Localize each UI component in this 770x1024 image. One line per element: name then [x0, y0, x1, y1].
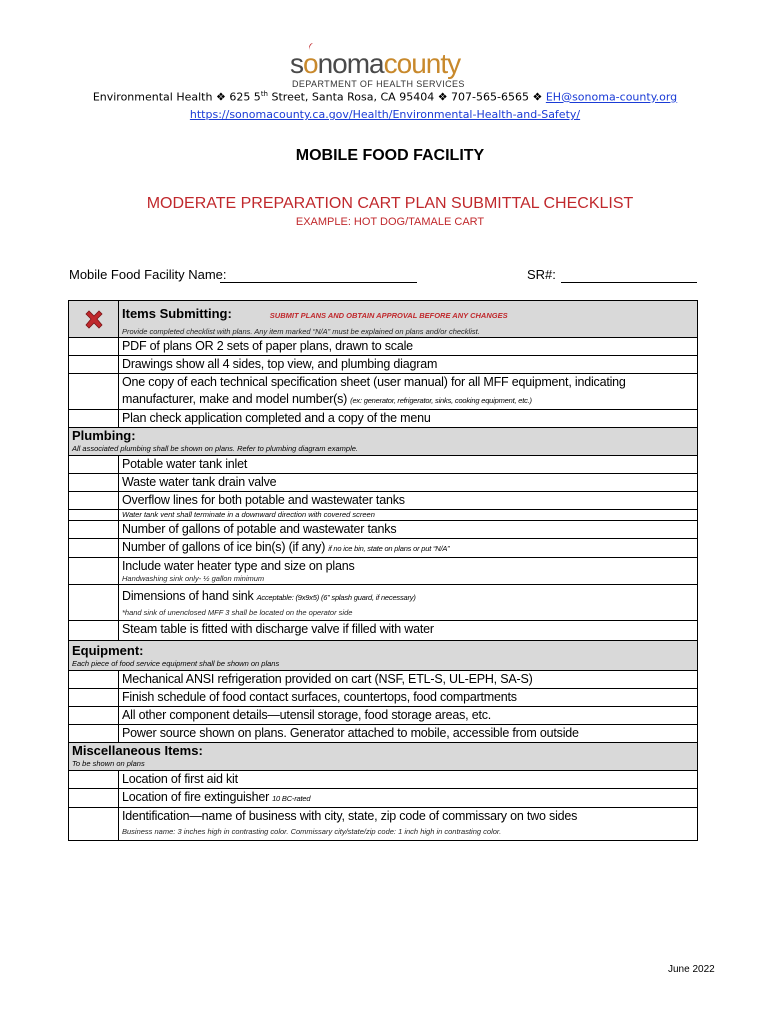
identification-note: Business name: 3 inches high in contrasting color. Commissary city/state/zip code: 1 inch high in contrasting color.	[122, 827, 502, 836]
sonoma-county-logo	[290, 48, 470, 92]
checkbox-cell[interactable]	[69, 585, 119, 621]
website-link[interactable]: https://sonomacounty.ca.gov/Health/Environmental-Health-and-Safety/	[189, 108, 581, 121]
table-row	[69, 374, 698, 410]
items-heading: Items Submitting:	[122, 306, 232, 321]
example-label: EXAMPLE: HOT DOG/TAMALE CART	[295, 216, 485, 228]
checkbox-cell[interactable]	[69, 521, 119, 539]
checklist-item: Overflow lines for both potable and wastewater tanks	[119, 492, 698, 510]
sr-number-label: SR#:	[527, 267, 556, 282]
misc-header-row	[69, 743, 698, 771]
page-title: MOBILE FOOD FACILITY	[295, 147, 485, 164]
checklist-item: Finish schedule of food contact surfaces, countertops, food compartments	[119, 689, 698, 707]
logo-county: county	[383, 48, 461, 79]
plumbing-note: All associated plumbing shall be shown on plans. Refer to plumbing diagram example.	[72, 444, 358, 453]
facility-name-field[interactable]	[220, 282, 417, 283]
checkbox-cell[interactable]	[69, 338, 119, 356]
table-row	[69, 492, 698, 510]
items-header-row	[69, 301, 698, 338]
hand-sink-location-note: *hand sink of unenclosed MFF 3 shall be located on the operator side	[122, 608, 353, 617]
checklist-item	[119, 585, 698, 621]
fire-extinguisher-note: 10 BC-rated	[272, 794, 311, 803]
checklist-item: All other component details—utensil storage, food storage areas, etc.	[119, 707, 698, 725]
checklist-subnote: Water tank vent shall terminate in a downward direction with covered screen	[119, 510, 698, 521]
checklist-item: Potable water tank inlet	[119, 456, 698, 474]
checklist-item	[119, 789, 698, 808]
hand-sink-note: Acceptable: (9x9x5) (6” splash guard, if necessary)	[256, 593, 416, 602]
table-row	[69, 356, 698, 374]
table-row	[69, 808, 698, 841]
logo-wordmark	[290, 48, 460, 80]
plumbing-header-row	[69, 428, 698, 456]
ice-bin-note: if no ice bin, state on plans or put “N/A”	[328, 544, 450, 553]
contact-address-start: Environmental Health ❖ 625 5	[92, 90, 261, 104]
checkbox-cell[interactable]	[69, 410, 119, 428]
checkbox-cell[interactable]	[69, 671, 119, 689]
equipment-heading: Equipment:	[72, 643, 144, 658]
checklist-item	[119, 558, 698, 585]
checklist-item	[119, 808, 698, 841]
ice-bin-text: Number of gallons of ice bin(s) (if any)	[122, 540, 326, 554]
table-row	[69, 585, 698, 621]
equipment-header-cell	[69, 641, 698, 671]
checkbox-cell[interactable]	[69, 789, 119, 808]
checkbox-cell[interactable]	[69, 374, 119, 410]
checkbox-cell[interactable]	[69, 771, 119, 789]
misc-header-cell	[69, 743, 698, 771]
page-subtitle: MODERATE PREPARATION CART PLAN SUBMITTAL CHECKLIST	[146, 195, 634, 212]
footer-date: June 2022	[668, 964, 715, 975]
sr-number-field[interactable]	[561, 282, 697, 283]
checkbox-cell[interactable]	[69, 456, 119, 474]
table-row	[69, 789, 698, 808]
checkbox-cell[interactable]	[69, 558, 119, 585]
table-row	[69, 558, 698, 585]
equipment-note: Each piece of food service equipment shall be shown on plans	[72, 659, 280, 668]
table-row	[69, 456, 698, 474]
table-row	[69, 474, 698, 492]
facility-name-label: Mobile Food Facility Name:	[69, 267, 227, 282]
checkbox-cell[interactable]	[69, 510, 119, 521]
apple-leaf-icon	[304, 42, 314, 52]
checklist-item: Steam table is fitted with discharge valve if filled with water	[119, 621, 698, 641]
logo-apple-o: o	[303, 48, 318, 79]
checklist-item: Plan check application completed and a copy of the menu	[119, 410, 698, 428]
logo-noma: noma	[317, 48, 384, 79]
handwashing-note: Handwashing sink only- ½ gallon minimum	[122, 574, 265, 583]
table-row	[69, 338, 698, 356]
email-link[interactable]: EH@sonoma-county.org	[545, 90, 678, 104]
checkbox-cell[interactable]	[69, 621, 119, 641]
spec-sheet-line-2: manufacturer, make and model number(s)	[122, 392, 348, 406]
checkbox-cell[interactable]	[69, 356, 119, 374]
table-row	[69, 671, 698, 689]
red-x-icon	[83, 309, 105, 331]
table-row	[69, 410, 698, 428]
logo-department: DEPARTMENT OF HEALTH SERVICES	[292, 79, 465, 89]
items-header-cell	[119, 301, 698, 338]
table-row	[69, 510, 698, 521]
checklist-item: Waste water tank drain valve	[119, 474, 698, 492]
logo-letter-s: s	[290, 48, 303, 79]
table-row	[69, 521, 698, 539]
table-row	[69, 621, 698, 641]
checkbox-cell[interactable]	[69, 689, 119, 707]
checkbox-cell[interactable]	[69, 707, 119, 725]
spec-sheet-line-1: One copy of each technical specification sheet (user manual) for all MFF equipment, indicating	[122, 375, 626, 389]
checklist-item: PDF of plans OR 2 sets of paper plans, drawn to scale	[119, 338, 698, 356]
checklist-item: Drawings show all 4 sides, top view, and plumbing diagram	[119, 356, 698, 374]
checkbox-cell[interactable]	[69, 808, 119, 841]
plumbing-header-cell	[69, 428, 698, 456]
table-row	[69, 707, 698, 725]
items-note: Provide completed checklist with plans. Any item marked “N/A” must be explained on plans and/or checklist.	[122, 327, 480, 336]
table-row	[69, 689, 698, 707]
table-row	[69, 771, 698, 789]
checklist-item: Number of gallons of potable and wastewater tanks	[119, 521, 698, 539]
checklist-item	[119, 539, 698, 558]
contact-superscript: th	[260, 90, 268, 98]
identification-text: Identification—name of business with city, state, zip code of commissary on two sides	[122, 809, 578, 823]
header-icon-cell	[69, 301, 119, 338]
checklist-item: Power source shown on plans. Generator attached to mobile, accessible from outside	[119, 725, 698, 743]
table-row	[69, 725, 698, 743]
checklist-item	[119, 374, 698, 410]
misc-note: To be shown on plans	[72, 759, 145, 768]
checkbox-cell[interactable]	[69, 474, 119, 492]
misc-heading: Miscellaneous Items:	[72, 743, 203, 758]
spec-sheet-note: (ex: generator, refrigerator, sinks, cooking equipment, etc.)	[350, 396, 532, 405]
hand-sink-text: Dimensions of hand sink	[122, 589, 254, 603]
plumbing-heading: Plumbing:	[72, 428, 136, 443]
contact-address-end: Street, Santa Rosa, CA 95404 ❖ 707-565-6565 ❖	[268, 90, 546, 104]
checkbox-cell[interactable]	[69, 492, 119, 510]
table-row	[69, 539, 698, 558]
checklist-table	[68, 300, 698, 841]
checklist-item: Mechanical ANSI refrigeration provided on cart (NSF, ETL-S, UL-EPH, SA-S)	[119, 671, 698, 689]
checklist-item: Location of first aid kit	[119, 771, 698, 789]
water-heater-text: Include water heater type and size on plans	[122, 559, 355, 573]
checkbox-cell[interactable]	[69, 539, 119, 558]
fire-extinguisher-text: Location of fire extinguisher	[122, 790, 270, 804]
contact-line	[0, 90, 770, 104]
equipment-header-row	[69, 641, 698, 671]
approval-warning: SUBMIT PLANS AND OBTAIN APPROVAL BEFORE ANY CHANGES	[269, 311, 508, 320]
checkbox-cell[interactable]	[69, 725, 119, 743]
